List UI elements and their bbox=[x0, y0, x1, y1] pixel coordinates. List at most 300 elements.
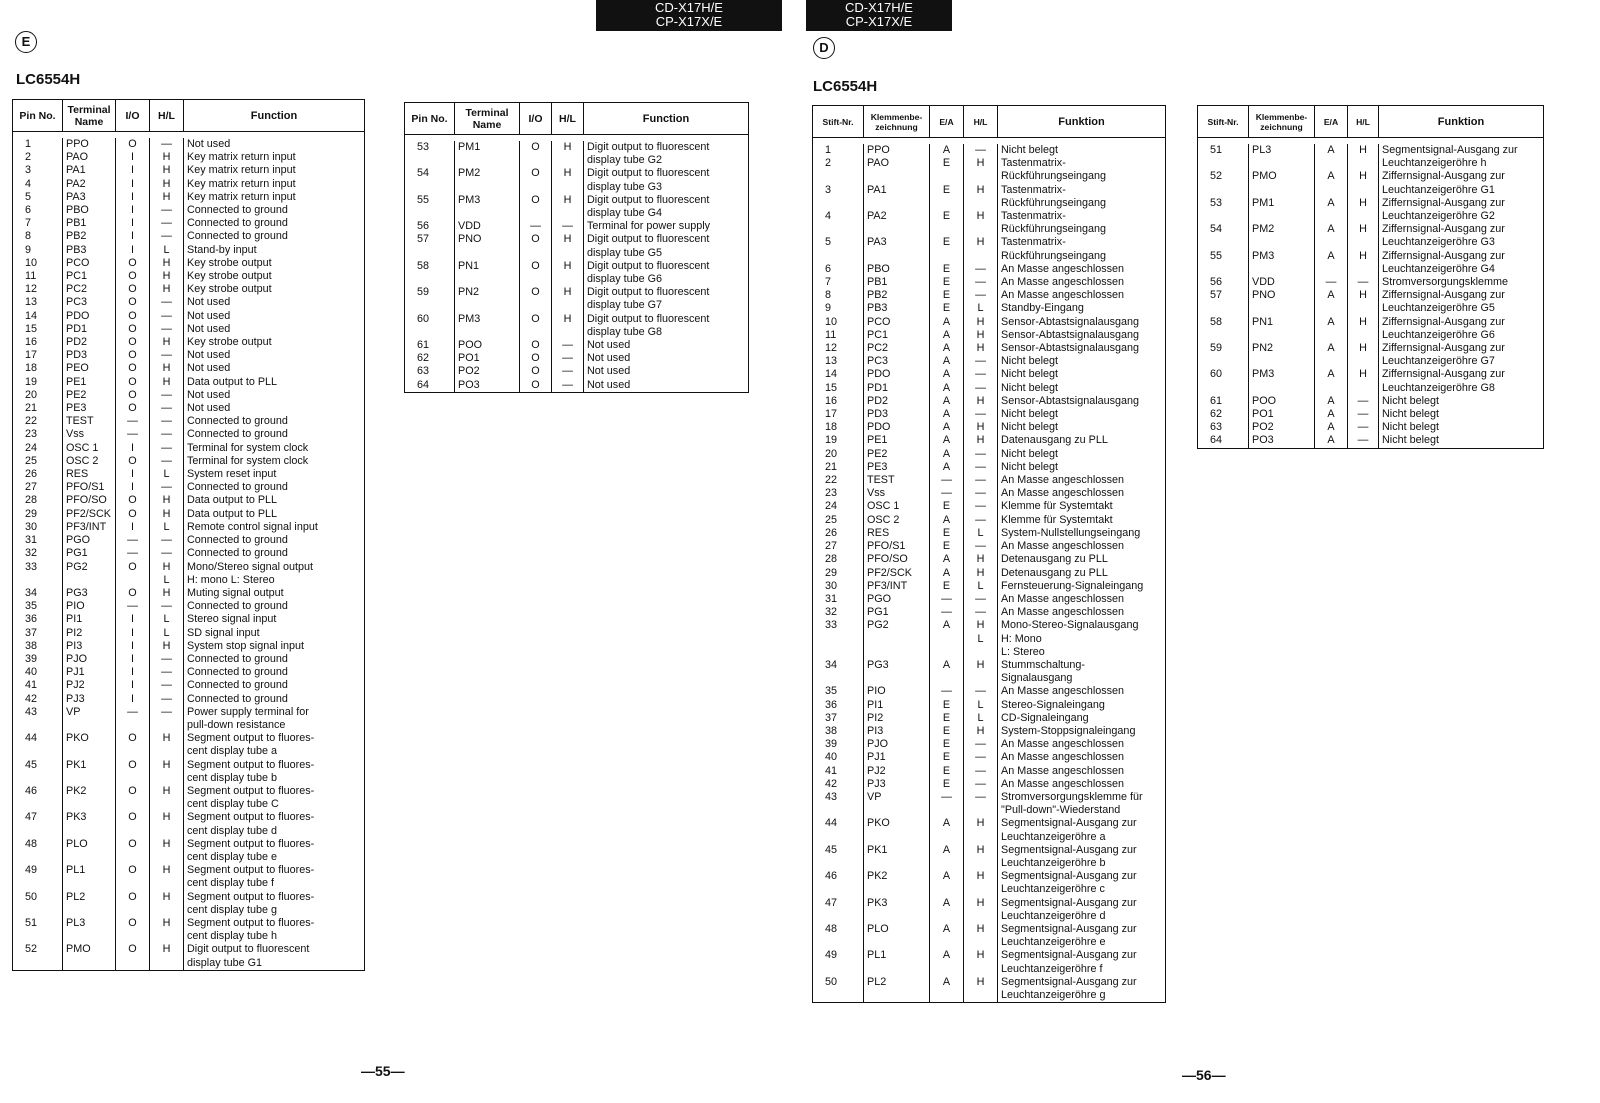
function-cell bbox=[1379, 197, 1543, 223]
cell-line: 2 bbox=[25, 151, 32, 164]
hl-cell bbox=[964, 500, 998, 513]
function-cell bbox=[184, 270, 364, 283]
hl-cell bbox=[964, 923, 998, 949]
function-cell bbox=[998, 316, 1165, 329]
cell-line: H bbox=[976, 949, 985, 962]
cell-line: H bbox=[1359, 315, 1367, 328]
cell-line: PM3 bbox=[1252, 368, 1275, 381]
terminal-name-cell bbox=[455, 379, 520, 392]
function-cell bbox=[1379, 223, 1543, 249]
function-line: cent display tube h bbox=[187, 930, 278, 943]
hl-cell bbox=[150, 481, 184, 494]
cell-line: — bbox=[975, 381, 986, 394]
function-line: Tastenmatrix- bbox=[1001, 183, 1066, 196]
hl-cell bbox=[150, 362, 184, 375]
function-line: Ziffernsignal-Ausgang zur bbox=[1382, 368, 1505, 381]
function-line: L: Stereo bbox=[1001, 645, 1045, 658]
function-cell bbox=[184, 534, 364, 547]
function-cell bbox=[184, 943, 364, 969]
cell-line: 20 bbox=[25, 388, 38, 401]
pin-number-cell bbox=[1198, 250, 1249, 276]
cell-line: O bbox=[128, 296, 137, 309]
cell-line: VDD bbox=[1252, 276, 1275, 289]
cell-line: PD2 bbox=[867, 394, 889, 407]
table-row bbox=[813, 342, 1165, 355]
terminal-name-cell bbox=[63, 349, 116, 362]
cell-line: PG2 bbox=[66, 560, 88, 573]
function-cell bbox=[998, 751, 1165, 764]
pin-number-cell bbox=[13, 442, 63, 455]
terminal-name-cell bbox=[864, 382, 930, 395]
hl-cell bbox=[150, 151, 184, 164]
hl-cell bbox=[964, 276, 998, 289]
hl-cell bbox=[964, 514, 998, 527]
terminal-name-cell bbox=[63, 244, 116, 257]
cell-line: 64 bbox=[1210, 434, 1223, 447]
pin-number-cell bbox=[405, 194, 455, 220]
hl-cell bbox=[964, 593, 998, 606]
cell-line: — bbox=[975, 276, 986, 289]
pin-number-cell bbox=[13, 521, 63, 534]
cell-line: 33 bbox=[825, 619, 838, 632]
function-line: Rückführungseingang bbox=[1001, 196, 1107, 209]
cell-line: — bbox=[562, 365, 573, 378]
cell-line: 36 bbox=[825, 698, 838, 711]
terminal-name-cell bbox=[864, 355, 930, 368]
function-cell bbox=[184, 204, 364, 217]
table-row bbox=[13, 481, 364, 494]
cell-line: A bbox=[942, 447, 951, 460]
pin-number-cell bbox=[1198, 434, 1249, 447]
cell-line: PJ1 bbox=[867, 751, 886, 764]
hl-cell bbox=[150, 613, 184, 626]
cell-line: 55 bbox=[417, 193, 430, 206]
function-line: Not used bbox=[187, 362, 231, 375]
function-cell bbox=[184, 376, 364, 389]
cell-line: A bbox=[1327, 196, 1335, 209]
cell-line: PC2 bbox=[66, 283, 88, 296]
table-row bbox=[13, 191, 364, 204]
pin-number-cell bbox=[13, 891, 63, 917]
cell-line: 46 bbox=[825, 870, 838, 883]
cell-line: 6 bbox=[825, 262, 832, 275]
cell-line: PG1 bbox=[66, 547, 88, 560]
io-cell bbox=[930, 870, 964, 896]
function-line: Klemme für Systemtakt bbox=[1001, 513, 1113, 526]
io-cell bbox=[116, 323, 150, 336]
cell-line: PPO bbox=[867, 144, 890, 156]
cell-line: O bbox=[531, 352, 540, 365]
table-row bbox=[813, 355, 1165, 368]
terminal-name-cell bbox=[1249, 289, 1315, 315]
cell-line: 34 bbox=[25, 586, 38, 599]
function-line: Leuchtanzeigeröhre G6 bbox=[1382, 328, 1495, 341]
cell-line: H bbox=[162, 890, 171, 903]
table-body bbox=[405, 135, 748, 392]
pin-number-cell bbox=[405, 141, 455, 167]
io-cell bbox=[116, 481, 150, 494]
terminal-name-cell bbox=[864, 408, 930, 421]
hl-cell bbox=[150, 679, 184, 692]
cell-line: O bbox=[531, 141, 540, 153]
cell-line: H bbox=[563, 259, 572, 272]
table-row bbox=[405, 313, 748, 339]
function-cell bbox=[998, 500, 1165, 513]
cell-line: PJ3 bbox=[867, 777, 886, 790]
cell-line: H bbox=[563, 233, 572, 246]
table-row bbox=[1198, 342, 1543, 368]
io-cell bbox=[116, 494, 150, 507]
cell-line: PK2 bbox=[66, 784, 87, 797]
cell-line: A bbox=[942, 381, 951, 394]
cell-line: L bbox=[163, 573, 170, 586]
terminal-name-cell bbox=[864, 395, 930, 408]
function-line: An Masse angeschlossen bbox=[1001, 606, 1125, 619]
cell-line: I bbox=[131, 652, 134, 665]
table-row bbox=[813, 210, 1165, 236]
pin-number-cell bbox=[813, 448, 864, 461]
function-line: Nicht belegt bbox=[1001, 381, 1059, 394]
cell-line: 51 bbox=[1210, 144, 1223, 156]
cell-line: PB1 bbox=[66, 217, 87, 230]
terminal-name-cell bbox=[864, 527, 930, 540]
cell-line: — bbox=[161, 309, 172, 322]
cell-line: PD3 bbox=[66, 349, 88, 362]
cell-line: 32 bbox=[825, 606, 838, 619]
cell-line: 44 bbox=[825, 817, 838, 830]
function-line: An Masse angeschlossen bbox=[1001, 685, 1125, 698]
function-line: display tube G6 bbox=[587, 273, 663, 286]
cell-line: PFO/SO bbox=[867, 553, 908, 566]
hl-cell bbox=[150, 310, 184, 323]
table-row bbox=[1198, 170, 1543, 196]
function-line: Leuchtanzeigeröhre G3 bbox=[1382, 236, 1495, 249]
function-cell bbox=[1379, 144, 1543, 170]
hl-cell bbox=[150, 296, 184, 309]
function-cell bbox=[1379, 342, 1543, 368]
hl-cell bbox=[964, 184, 998, 210]
terminal-name-cell bbox=[455, 365, 520, 378]
function-line: An Masse angeschlossen bbox=[1001, 592, 1125, 605]
terminal-name-cell bbox=[864, 342, 930, 355]
cell-line: PC1 bbox=[867, 328, 889, 341]
pin-number-cell bbox=[13, 785, 63, 811]
cell-line: — bbox=[161, 230, 172, 243]
function-line: Digit output to fluorescent bbox=[587, 312, 710, 325]
cell-line: H bbox=[1359, 342, 1367, 355]
cell-line: PB2 bbox=[66, 230, 87, 243]
page-number: —55— bbox=[361, 1063, 405, 1079]
pin-number-cell bbox=[813, 976, 864, 1002]
cell-line: H bbox=[976, 315, 985, 328]
function-line: Connected to ground bbox=[187, 534, 288, 547]
io-cell bbox=[930, 791, 964, 817]
cell-line: PLO bbox=[867, 922, 889, 935]
function-cell bbox=[998, 342, 1165, 355]
function-line: Not used bbox=[187, 402, 231, 415]
cell-line: 20 bbox=[825, 447, 838, 460]
cell-line: 44 bbox=[25, 732, 38, 745]
cell-line: PI1 bbox=[66, 613, 83, 626]
cell-line: A bbox=[942, 421, 951, 434]
function-cell bbox=[184, 442, 364, 455]
function-cell bbox=[998, 923, 1165, 949]
cell-line: PE3 bbox=[867, 460, 888, 473]
terminal-name-cell bbox=[63, 257, 116, 270]
function-line: Connected to ground bbox=[187, 600, 288, 613]
hl-cell bbox=[150, 442, 184, 455]
function-line: Leuchtanzeigeröhre h bbox=[1382, 157, 1487, 170]
function-cell bbox=[998, 236, 1165, 262]
hl-cell bbox=[150, 864, 184, 890]
terminal-name-cell bbox=[864, 276, 930, 289]
io-cell bbox=[930, 434, 964, 447]
cell-line: — bbox=[562, 220, 573, 233]
function-cell bbox=[184, 164, 364, 177]
function-line: Nicht belegt bbox=[1001, 447, 1059, 460]
cell-line: PM3 bbox=[458, 193, 481, 206]
io-cell bbox=[116, 151, 150, 164]
column-header: I/O bbox=[116, 100, 150, 131]
function-cell bbox=[584, 141, 748, 167]
table-row bbox=[13, 349, 364, 362]
io-cell bbox=[520, 260, 552, 286]
pin-number-cell bbox=[13, 178, 63, 191]
io-cell bbox=[930, 738, 964, 751]
function-cell bbox=[184, 389, 364, 402]
hl-cell bbox=[150, 640, 184, 653]
pin-number-cell bbox=[13, 428, 63, 441]
function-cell bbox=[184, 178, 364, 191]
io-cell bbox=[930, 606, 964, 619]
cell-line: TEST bbox=[867, 474, 895, 487]
table-row bbox=[813, 395, 1165, 408]
cell-line: PK1 bbox=[66, 758, 87, 771]
cell-line: — bbox=[975, 790, 986, 803]
io-cell bbox=[930, 897, 964, 923]
cell-line: O bbox=[128, 402, 137, 415]
function-cell bbox=[998, 461, 1165, 474]
column-header: Funktion bbox=[1437, 115, 1485, 128]
cell-line: PMO bbox=[66, 943, 91, 956]
cell-line: A bbox=[942, 408, 951, 421]
hl-cell bbox=[552, 141, 584, 167]
function-cell bbox=[184, 362, 364, 375]
cell-line: PI3 bbox=[867, 724, 884, 737]
table-row bbox=[813, 540, 1165, 553]
pin-number-cell bbox=[13, 349, 63, 362]
cell-line: 30 bbox=[825, 579, 838, 592]
cell-line: 12 bbox=[825, 342, 838, 355]
cell-line: H bbox=[162, 560, 171, 573]
function-cell bbox=[184, 402, 364, 415]
terminal-name-cell bbox=[63, 534, 116, 547]
cell-line: PMO bbox=[1252, 170, 1277, 183]
function-line: display tube G2 bbox=[587, 154, 663, 167]
table-row bbox=[813, 289, 1165, 302]
function-line: Leuchtanzeigeröhre g bbox=[1001, 989, 1106, 1001]
function-cell bbox=[184, 468, 364, 481]
hl-cell bbox=[150, 191, 184, 204]
table-row bbox=[13, 627, 364, 640]
cell-line: 25 bbox=[825, 513, 838, 526]
table-row bbox=[13, 508, 364, 521]
function-line: Connected to ground bbox=[187, 666, 288, 679]
function-line: Segmentsignal-Ausgang zur bbox=[1001, 975, 1137, 988]
function-line: Sensor-Abtastsignalausgang bbox=[1001, 328, 1140, 341]
io-cell bbox=[116, 547, 150, 560]
io-cell bbox=[1315, 434, 1348, 447]
io-cell bbox=[116, 759, 150, 785]
cell-line: PO3 bbox=[1252, 434, 1274, 447]
pin-number-cell bbox=[813, 606, 864, 619]
io-cell bbox=[930, 236, 964, 262]
io-cell bbox=[116, 468, 150, 481]
function-cell bbox=[1379, 289, 1543, 315]
function-line: Leuchtanzeigeröhre e bbox=[1001, 936, 1106, 949]
cell-line: — bbox=[975, 592, 986, 605]
function-line: Connected to ground bbox=[187, 547, 288, 560]
cell-line: O bbox=[128, 864, 137, 877]
cell-line: H bbox=[162, 375, 171, 388]
cell-line: PL2 bbox=[867, 975, 887, 988]
pin-number-cell bbox=[405, 339, 455, 352]
table-row bbox=[13, 455, 364, 468]
terminal-name-cell bbox=[63, 191, 116, 204]
function-cell bbox=[998, 289, 1165, 302]
pin-table-en-2 bbox=[404, 102, 749, 393]
table-row bbox=[813, 276, 1165, 289]
pin-table-de-1 bbox=[812, 105, 1166, 1003]
pin-number-cell bbox=[813, 210, 864, 236]
cell-line: H bbox=[162, 586, 171, 599]
table-row bbox=[813, 144, 1165, 157]
cell-line: — bbox=[161, 454, 172, 467]
hl-cell bbox=[150, 706, 184, 732]
hl-cell bbox=[1348, 395, 1379, 408]
cell-line: H bbox=[162, 362, 171, 375]
function-line: Standby-Eingang bbox=[1001, 302, 1084, 315]
pin-number-cell bbox=[13, 283, 63, 296]
cell-line: I bbox=[131, 177, 134, 190]
function-line: Detenausgang zu PLL bbox=[1001, 566, 1108, 579]
table-row bbox=[1198, 395, 1543, 408]
terminal-name-cell bbox=[63, 415, 116, 428]
function-cell bbox=[184, 679, 364, 692]
cell-line: — bbox=[975, 513, 986, 526]
cell-line: PF2/SCK bbox=[867, 566, 913, 579]
cell-line: H bbox=[976, 975, 985, 988]
cell-line: 2 bbox=[825, 157, 832, 170]
cell-line: 35 bbox=[825, 685, 838, 698]
cell-line: O bbox=[531, 339, 540, 352]
cell-line: A bbox=[1327, 394, 1335, 407]
pin-number-cell bbox=[13, 640, 63, 653]
cell-line: 63 bbox=[417, 365, 430, 378]
pin-number-cell bbox=[1198, 276, 1249, 289]
terminal-name-cell bbox=[864, 448, 930, 461]
function-line: pull-down resistance bbox=[187, 718, 286, 731]
function-cell bbox=[998, 870, 1165, 896]
table-row bbox=[813, 514, 1165, 527]
hl-cell bbox=[150, 838, 184, 864]
function-cell bbox=[998, 567, 1165, 580]
cell-line: — bbox=[975, 368, 986, 381]
cell-line: PDO bbox=[66, 309, 90, 322]
function-line: Segment output to fluores- bbox=[187, 811, 315, 824]
table-row bbox=[405, 286, 748, 312]
cell-line: H bbox=[563, 141, 572, 153]
table-body bbox=[813, 138, 1165, 1002]
function-cell bbox=[184, 838, 364, 864]
cell-line: PPO bbox=[66, 138, 89, 150]
cell-line: — bbox=[161, 600, 172, 613]
function-cell bbox=[184, 521, 364, 534]
cell-line: — bbox=[562, 339, 573, 352]
cell-line: O bbox=[531, 378, 540, 391]
table-row bbox=[405, 194, 748, 220]
function-cell bbox=[184, 600, 364, 613]
function-line: Key strobe output bbox=[187, 336, 272, 349]
cell-line: PE2 bbox=[867, 447, 888, 460]
io-cell bbox=[116, 640, 150, 653]
hl-cell bbox=[964, 580, 998, 593]
function-line: Not used bbox=[587, 378, 631, 391]
pin-number-cell bbox=[13, 838, 63, 864]
function-cell bbox=[998, 699, 1165, 712]
cell-line: — bbox=[161, 705, 172, 718]
terminal-name-cell bbox=[63, 891, 116, 917]
pin-number-cell bbox=[813, 382, 864, 395]
function-cell bbox=[184, 613, 364, 626]
terminal-name-cell bbox=[63, 217, 116, 230]
io-cell bbox=[116, 349, 150, 362]
io-cell bbox=[930, 144, 964, 157]
pin-number-cell bbox=[813, 263, 864, 276]
hl-cell bbox=[150, 468, 184, 481]
cell-line: A bbox=[1327, 249, 1335, 262]
table-row bbox=[813, 606, 1165, 619]
hl-cell bbox=[552, 379, 584, 392]
cell-line: H bbox=[976, 183, 985, 196]
table-row bbox=[13, 600, 364, 613]
io-cell bbox=[1315, 395, 1348, 408]
cell-line: 3 bbox=[825, 183, 832, 196]
io-cell bbox=[116, 389, 150, 402]
io-cell bbox=[116, 785, 150, 811]
function-line: Muting signal output bbox=[187, 586, 284, 599]
cell-line: — bbox=[161, 402, 172, 415]
cell-line: 29 bbox=[825, 566, 838, 579]
terminal-name-cell bbox=[864, 593, 930, 606]
terminal-name-cell bbox=[1249, 368, 1315, 394]
function-line: Segmentsignal-Ausgang zur bbox=[1001, 896, 1137, 909]
cell-line: I bbox=[131, 151, 134, 164]
pin-number-cell bbox=[813, 553, 864, 566]
pin-number-cell bbox=[13, 402, 63, 415]
cell-line: O bbox=[128, 454, 137, 467]
cell-line: 19 bbox=[25, 375, 38, 388]
function-line: Stereo-Signaleingang bbox=[1001, 698, 1105, 711]
hl-cell bbox=[150, 178, 184, 191]
pin-number-cell bbox=[13, 296, 63, 309]
io-cell bbox=[930, 487, 964, 500]
function-cell bbox=[184, 415, 364, 428]
table-row bbox=[1198, 276, 1543, 289]
terminal-name-cell bbox=[63, 442, 116, 455]
io-cell bbox=[116, 376, 150, 389]
function-cell bbox=[184, 310, 364, 323]
